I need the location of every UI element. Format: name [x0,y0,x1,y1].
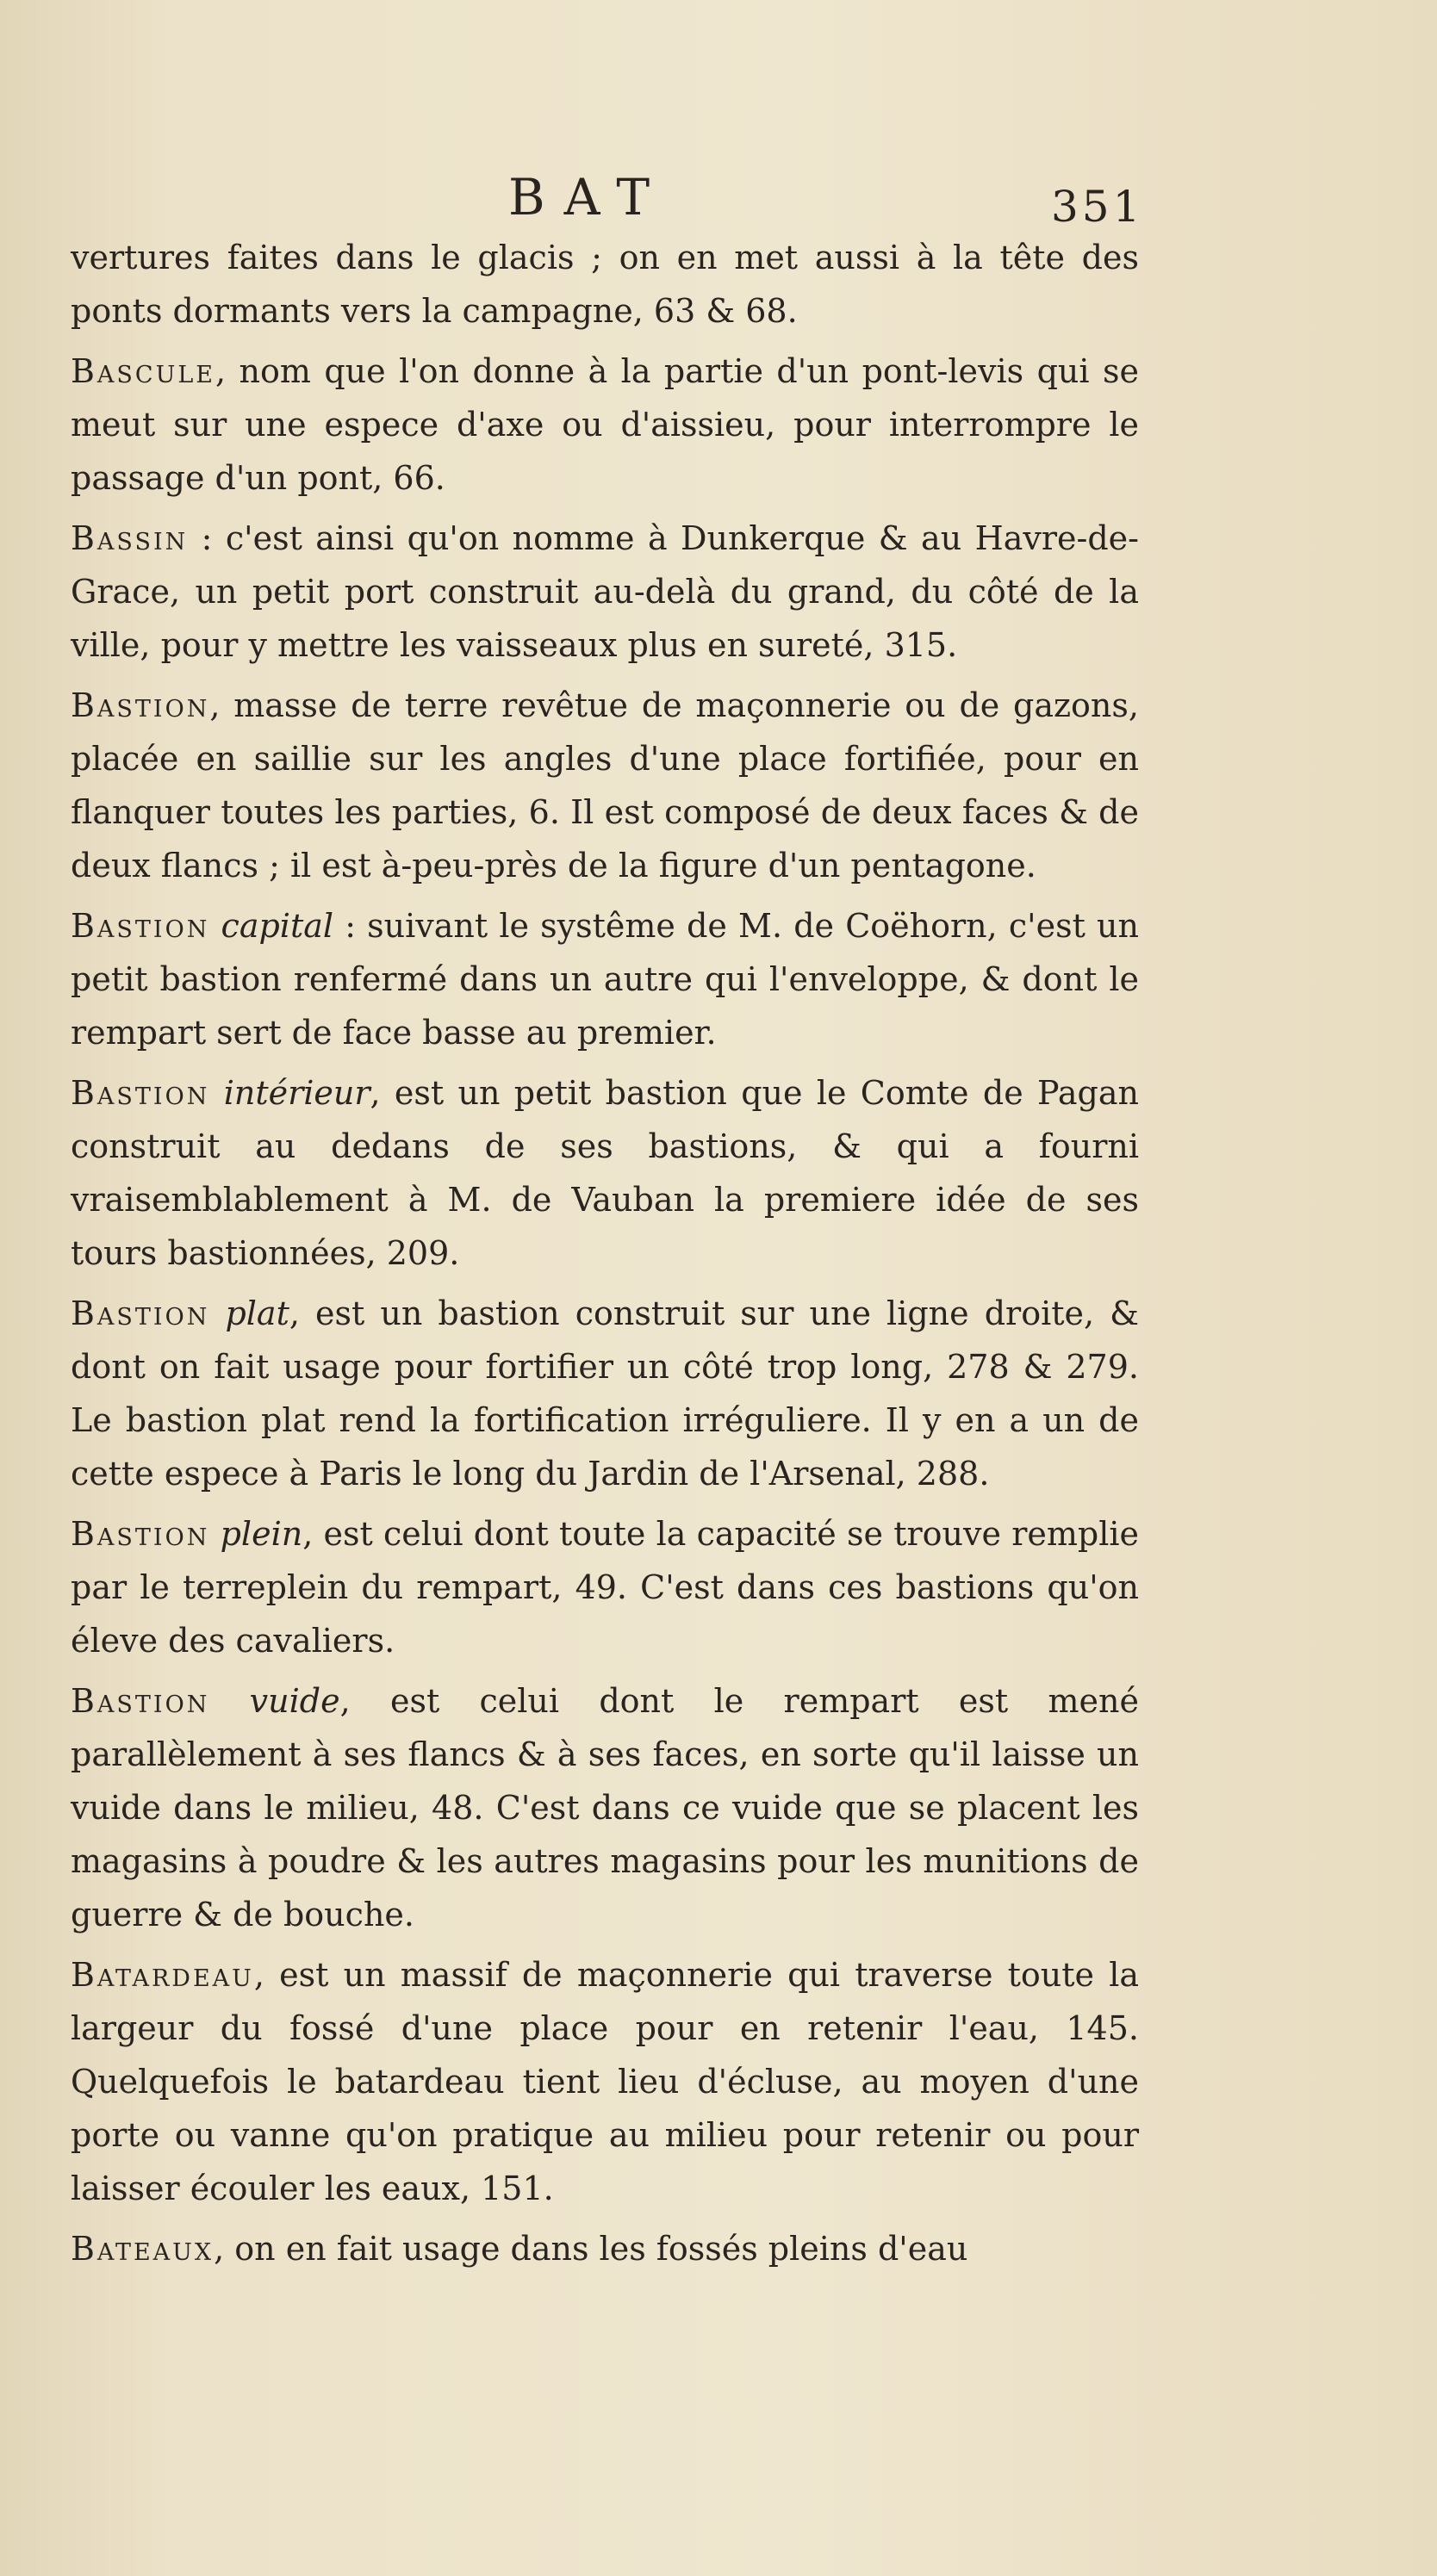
entry-text: , est un petit bastion que le Comte de Pagan construit au dedans de ses bastions, & qui a fourni vraisemblablement à M. de Vauban la premiere idée de ses tours bastionnées, 209. [71,1074,1139,1272]
dictionary-entry [71,2222,1139,2275]
dictionary-text [71,231,1139,2275]
entry-headword: Bascule [71,352,215,390]
dictionary-entry [71,512,1139,672]
entry-headword: Bateaux [71,2230,215,2268]
entry-text: , on en fait usage dans les fossés pleins d'eau [214,2230,968,2268]
dictionary-entry [71,1287,1139,1500]
entry-text: , est celui dont toute la capacité se trouve remplie par le terreplein du rempart, 49. C'est dans ces bastions qu'on éleve des cavaliers. [71,1515,1139,1660]
dictionary-entry [71,899,1139,1059]
entry-text: vertures faites dans le glacis ; on en met aussi à la tête des ponts dormants vers la campagne, 63 & 68. [71,239,1139,330]
dictionary-entry [71,1674,1139,1941]
entry-text: , masse de terre revêtue de maçonnerie ou de gazons, placée en saillie sur les angles d'une place fortifiée, pour en flanquer toutes les parties, 6. Il est composé de deux faces & de deux flancs ; il est à-peu-près de la figure d'un pentagone. [71,686,1139,885]
dictionary-entry [71,1066,1139,1280]
entry-headword: Bastion [71,1515,210,1553]
entry-headword: Batardeau [71,1956,254,1994]
entry-qualifier: plein [220,1515,303,1553]
entry-text: , nom que l'on donne à la partie d'un pont-levis qui se meut sur une espece d'axe ou d'aissieu, pour interrompre le passage d'un pont, 66. [71,352,1139,497]
entry-headword: Bastion [71,686,210,724]
entry-text: : c'est ainsi qu'on nomme à Dunkerque & au Havre-de-Grace, un petit port construit au-delà du grand, du côté de la ville, pour y mettre les vaisseaux plus en sureté, 315. [71,519,1139,664]
entry-qualifier: plat [225,1294,289,1332]
entry-headword: Bastion [71,907,210,945]
running-title: BAT [508,168,669,227]
entry-headword: Bassin [71,519,189,557]
entry-text: , est un massif de maçonnerie qui traverse toute la largeur du fossé d'une place pour en retenir l'eau, 145. Quelquefois le batardeau tient lieu d'écluse, au moyen d'une porte ou vanne qu'on pratique au milieu pour retenir ou pour laisser écouler les eaux, 151. [71,1956,1139,2207]
dictionary-entry [71,679,1139,892]
dictionary-entry [71,1507,1139,1667]
page-number: 351 [1051,182,1144,232]
entry-qualifier: vuide [249,1682,340,1720]
page-header [0,168,1437,237]
entry-qualifier: capital [221,907,334,945]
entry-text: , est un bastion construit sur une ligne droite, & dont on fait usage pour fortifier un côté trop long, 278 & 279. Le bastion plat rend la fortification irréguliere. Il y en a un de cette espece à Paris le long du Jardin de l'Arsenal, 288. [71,1294,1139,1493]
entry-headword: Bastion [71,1074,210,1112]
entry-qualifier: intérieur [223,1074,370,1112]
entry-headword: Bastion [71,1682,210,1720]
entry-headword: Bastion [71,1294,210,1332]
dictionary-entry [71,1948,1139,2215]
dictionary-entry [71,231,1139,338]
dictionary-entry [71,345,1139,505]
entry-text: , est celui dont le rempart est mené parallèlement à ses flancs & à ses faces, en sorte qu'il laisse un vuide dans le milieu, 48. C'est dans ce vuide que se placent les magasins à poudre & les autres magasins pour les munitions de guerre & de bouche. [71,1682,1139,1934]
entry-text: : suivant le systême de M. de Coëhorn, c'est un petit bastion renfermé dans un autre qui l'enveloppe, & dont le rempart sert de face basse au premier. [71,907,1139,1052]
